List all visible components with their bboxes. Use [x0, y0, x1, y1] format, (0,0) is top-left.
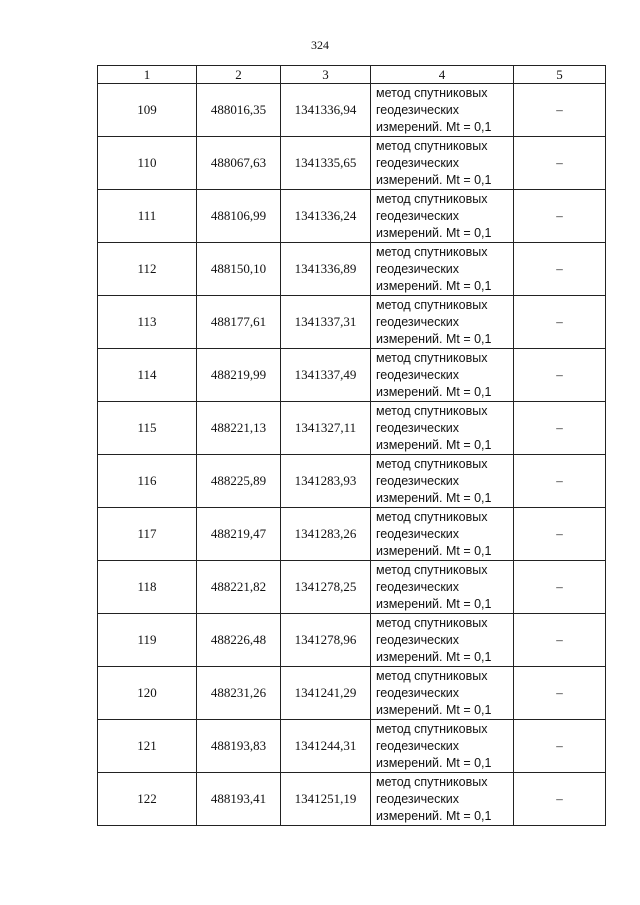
- point-number-cell: 115: [98, 402, 197, 455]
- point-number-cell: 114: [98, 349, 197, 402]
- method-cell: [371, 614, 514, 667]
- coordinate-x-cell: 488231,26: [197, 667, 281, 720]
- note-cell: –: [514, 402, 606, 455]
- method-line: геодезических: [376, 367, 460, 382]
- method-line: геодезических: [376, 579, 460, 594]
- method-line: метод спутниковых: [376, 456, 488, 471]
- method-line: измерений. Mt = 0,1: [376, 490, 492, 505]
- coordinate-y-cell: 1341244,31: [281, 720, 371, 773]
- method-line: измерений. Mt = 0,1: [376, 543, 492, 558]
- method-line: метод спутниковых: [376, 562, 488, 577]
- method-line: измерений. Mt = 0,1: [376, 384, 492, 399]
- note-cell: –: [514, 773, 606, 826]
- column-header-1: 1: [98, 66, 197, 84]
- method-line: геодезических: [376, 155, 460, 170]
- note-cell: –: [514, 296, 606, 349]
- coordinate-x-cell: 488106,99: [197, 190, 281, 243]
- table-header: [98, 66, 606, 84]
- table-row: [98, 243, 606, 296]
- method-line: геодезических: [376, 261, 460, 276]
- note-cell: –: [514, 667, 606, 720]
- method-cell: [371, 402, 514, 455]
- method-line: измерений. Mt = 0,1: [376, 172, 492, 187]
- point-number-cell: 118: [98, 561, 197, 614]
- method-line: измерений. Mt = 0,1: [376, 808, 492, 823]
- header-row: [98, 66, 606, 84]
- note-cell: –: [514, 614, 606, 667]
- table-row: [98, 349, 606, 402]
- column-header-5: 5: [514, 66, 606, 84]
- table-row: [98, 455, 606, 508]
- column-header-2: 2: [197, 66, 281, 84]
- method-cell: [371, 455, 514, 508]
- coordinate-x-cell: 488193,41: [197, 773, 281, 826]
- coordinate-y-cell: 1341241,29: [281, 667, 371, 720]
- coordinate-x-cell: 488225,89: [197, 455, 281, 508]
- method-line: геодезических: [376, 526, 460, 541]
- table-row: [98, 667, 606, 720]
- method-line: геодезических: [376, 314, 460, 329]
- method-cell: [371, 137, 514, 190]
- coordinate-x-cell: 488219,99: [197, 349, 281, 402]
- coordinate-y-cell: 1341251,19: [281, 773, 371, 826]
- method-cell: [371, 243, 514, 296]
- point-number-cell: 120: [98, 667, 197, 720]
- method-line: геодезических: [376, 420, 460, 435]
- method-line: метод спутниковых: [376, 244, 488, 259]
- method-line: метод спутниковых: [376, 191, 488, 206]
- method-cell: [371, 773, 514, 826]
- method-cell: [371, 667, 514, 720]
- coordinate-x-cell: 488150,10: [197, 243, 281, 296]
- table-row: [98, 296, 606, 349]
- table-row: [98, 614, 606, 667]
- coordinate-y-cell: 1341337,49: [281, 349, 371, 402]
- point-number-cell: 117: [98, 508, 197, 561]
- method-line: метод спутниковых: [376, 774, 488, 789]
- table-row: [98, 720, 606, 773]
- table-row: [98, 508, 606, 561]
- note-cell: –: [514, 561, 606, 614]
- coordinate-x-cell: 488193,83: [197, 720, 281, 773]
- method-line: геодезических: [376, 791, 460, 806]
- method-cell: [371, 720, 514, 773]
- coordinate-y-cell: 1341337,31: [281, 296, 371, 349]
- method-line: измерений. Mt = 0,1: [376, 225, 492, 240]
- coordinate-y-cell: 1341278,25: [281, 561, 371, 614]
- note-cell: –: [514, 455, 606, 508]
- coordinate-y-cell: 1341278,96: [281, 614, 371, 667]
- method-cell: [371, 561, 514, 614]
- method-line: геодезических: [376, 208, 460, 223]
- note-cell: –: [514, 190, 606, 243]
- table-row: [98, 190, 606, 243]
- method-line: метод спутниковых: [376, 615, 488, 630]
- method-line: метод спутниковых: [376, 297, 488, 312]
- method-line: измерений. Mt = 0,1: [376, 278, 492, 293]
- table-row: [98, 84, 606, 137]
- method-cell: [371, 508, 514, 561]
- method-line: измерений. Mt = 0,1: [376, 755, 492, 770]
- note-cell: –: [514, 349, 606, 402]
- note-cell: –: [514, 720, 606, 773]
- note-cell: –: [514, 137, 606, 190]
- note-cell: –: [514, 243, 606, 296]
- coordinates-table: [97, 65, 606, 826]
- table-row: [98, 561, 606, 614]
- method-line: метод спутниковых: [376, 721, 488, 736]
- method-line: геодезических: [376, 473, 460, 488]
- coordinate-y-cell: 1341336,94: [281, 84, 371, 137]
- coordinate-x-cell: 488177,61: [197, 296, 281, 349]
- method-line: геодезических: [376, 102, 460, 117]
- method-cell: [371, 190, 514, 243]
- method-line: измерений. Mt = 0,1: [376, 702, 492, 717]
- point-number-cell: 121: [98, 720, 197, 773]
- note-cell: –: [514, 84, 606, 137]
- method-line: метод спутниковых: [376, 509, 488, 524]
- coordinate-y-cell: 1341283,26: [281, 508, 371, 561]
- point-number-cell: 119: [98, 614, 197, 667]
- method-line: измерений. Mt = 0,1: [376, 437, 492, 452]
- method-line: геодезических: [376, 738, 460, 753]
- table-row: [98, 773, 606, 826]
- point-number-cell: 116: [98, 455, 197, 508]
- method-cell: [371, 84, 514, 137]
- coordinate-x-cell: 488016,35: [197, 84, 281, 137]
- note-cell: –: [514, 508, 606, 561]
- method-cell: [371, 296, 514, 349]
- method-line: измерений. Mt = 0,1: [376, 596, 492, 611]
- method-line: измерений. Mt = 0,1: [376, 119, 492, 134]
- table-body: [98, 84, 606, 826]
- column-header-4: 4: [371, 66, 514, 84]
- point-number-cell: 113: [98, 296, 197, 349]
- point-number-cell: 122: [98, 773, 197, 826]
- coordinate-x-cell: 488221,82: [197, 561, 281, 614]
- table-row: [98, 137, 606, 190]
- coordinate-y-cell: 1341336,24: [281, 190, 371, 243]
- method-line: измерений. Mt = 0,1: [376, 331, 492, 346]
- method-cell: [371, 349, 514, 402]
- column-header-3: 3: [281, 66, 371, 84]
- method-line: метод спутниковых: [376, 85, 488, 100]
- method-line: геодезических: [376, 685, 460, 700]
- method-line: метод спутниковых: [376, 138, 488, 153]
- method-line: метод спутниковых: [376, 668, 488, 683]
- coordinate-y-cell: 1341335,65: [281, 137, 371, 190]
- point-number-cell: 111: [98, 190, 197, 243]
- coordinate-x-cell: 488226,48: [197, 614, 281, 667]
- coordinate-x-cell: 488067,63: [197, 137, 281, 190]
- method-line: метод спутниковых: [376, 350, 488, 365]
- method-line: измерений. Mt = 0,1: [376, 649, 492, 664]
- coordinate-x-cell: 488221,13: [197, 402, 281, 455]
- coordinate-x-cell: 488219,47: [197, 508, 281, 561]
- coordinate-y-cell: 1341336,89: [281, 243, 371, 296]
- point-number-cell: 112: [98, 243, 197, 296]
- table-row: [98, 402, 606, 455]
- point-number-cell: 110: [98, 137, 197, 190]
- method-line: геодезических: [376, 632, 460, 647]
- method-line: метод спутниковых: [376, 403, 488, 418]
- coordinate-y-cell: 1341283,93: [281, 455, 371, 508]
- point-number-cell: 109: [98, 84, 197, 137]
- page-number: 324: [311, 38, 329, 52]
- coordinate-y-cell: 1341327,11: [281, 402, 371, 455]
